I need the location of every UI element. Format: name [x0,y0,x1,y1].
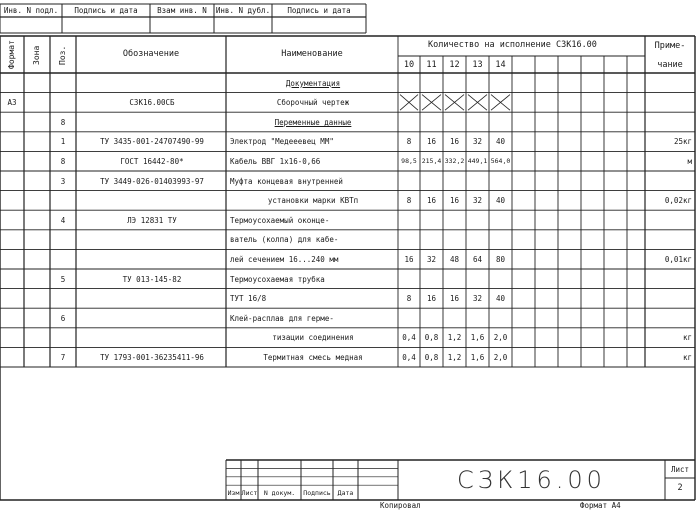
row-poz: 7 [60,352,66,362]
stamp-vzam-inv: Взам инв. N [157,6,207,15]
row-naimenovanie: лей сечением 16...240 мм [230,254,339,264]
row-naimenovanie: Муфта концевая внутренней [230,176,343,186]
row-qty-11: 16 [426,137,437,147]
titleblock-data: Дата [337,489,354,497]
row-qty-12: 16 [449,196,460,206]
row-oboznachenie: СЗК16.00СБ [129,98,175,108]
row-primechanie: кг [682,333,692,343]
row-naimenovanie: Документация [285,78,341,88]
row-naimenovanie: ватель (колпа) для кабе- [230,235,339,245]
row-oboznachenie: ГОСТ 16442-80* [120,156,184,166]
row-qty-14: 40 [495,196,506,206]
row-qty-14: 80 [495,254,506,264]
row-qty-13: 64 [472,254,483,264]
row-naimenovanie: Клей-расплав для герме- [230,313,334,323]
row-naimenovanie: Переменные данные [274,117,352,127]
stamp-inv-dubl: Инв. N дубл. [215,6,271,15]
row-qty-14: 40 [495,294,506,304]
row-qty-11: 16 [426,196,437,206]
stamp-podpis-data: Подпись и дата [74,6,138,15]
row-poz: 8 [60,117,66,127]
row-qty-13: 449,1 [467,156,488,165]
header-zona: Зона [32,45,41,65]
header-naimenovanie: Наименование [281,49,343,59]
row-qty-13: 1,6 [470,352,485,362]
row-oboznachenie: ТУ 1793-001-36235411-96 [100,352,204,362]
row-qty-14: 40 [495,137,506,147]
titleblock-izm: Изм [227,489,240,497]
titleblock-podpis: Подпись [303,489,331,497]
titleblock-n-dokum: N докум. [263,489,296,497]
header-poz: Поз. [58,45,67,65]
row-qty-11: 32 [426,254,437,264]
row-primechanie: 0,01кг [664,254,692,264]
row-qty-14: 2,0 [493,352,508,362]
row-qty-11: 16 [426,294,437,304]
row-oboznachenie: ТУ 013-145-82 [122,274,182,284]
row-naimenovanie: Электрод "Медееевец ММ" [230,137,334,147]
header-prime-1: Приме- [654,41,686,51]
row-poz: 5 [60,274,66,284]
row-qty-10: 0,4 [402,352,416,362]
row-naimenovanie: Кабель ВВГ 1х16-0,66 [230,156,321,166]
row-format: А3 [7,98,17,108]
stamp-podpis-data2: Подпись и дата [287,6,351,15]
row-primechanie: м [687,156,692,166]
row-naimenovanie: Термоусохаемая трубка [230,274,325,284]
row-qty-12: 48 [449,254,460,264]
header-col-14: 14 [495,60,506,70]
footer-format: Формат А4 [580,501,621,510]
row-qty-10: 8 [406,137,412,147]
header-col-12: 12 [449,60,460,70]
row-qty-12: 332,2 [444,156,465,165]
row-poz: 1 [60,137,66,147]
row-qty-11: 0,8 [424,352,439,362]
sheet-label: Лист [670,465,690,474]
row-naimenovanie: установки марки КВТп [267,196,359,206]
row-oboznachenie: ЛЭ 12831 ТУ [127,215,177,225]
row-qty-12: 1,2 [447,333,462,343]
row-qty-11: 0,8 [424,333,439,343]
row-naimenovanie: Сборочный чертеж [276,98,350,108]
row-poz: 3 [60,176,66,186]
row-qty-13: 32 [472,294,483,304]
row-poz: 8 [60,156,66,166]
header-col-11: 11 [426,60,437,70]
header-format: Формат [7,40,16,70]
row-qty-13: 1,6 [470,333,485,343]
row-qty-10: 98,5 [401,156,417,165]
sheet-number: 2 [677,483,683,493]
header-kolichestvo: Количество на исполнение СЗК16.00 [428,40,597,50]
row-naimenovanie: Термоусохаемый оконце- [230,215,330,225]
row-qty-12: 16 [449,137,460,147]
row-oboznachenie: ТУ 3449-026-01403993-97 [100,176,204,186]
row-qty-14: 2,0 [493,333,508,343]
titleblock-list: Лист [241,489,258,497]
stamp-inv-podl: Инв. N подл. [3,6,59,15]
row-qty-13: 32 [472,196,483,206]
header-col-10: 10 [403,60,415,70]
row-qty-10: 8 [406,196,412,206]
row-qty-10: 8 [406,294,412,304]
document-designation: СЗК16.00 [457,466,606,494]
header-oboznachenie: Обозначение [122,49,180,59]
footer-kopiroval: Копировал [380,501,421,510]
row-qty-12: 1,2 [447,352,462,362]
row-naimenovanie: ТУТ 16/8 [230,294,267,304]
header-col-13: 13 [472,60,483,70]
row-naimenovanie: тизации соединения [272,333,354,343]
header-prime-2: чание [657,60,683,70]
row-poz: 6 [60,313,66,323]
row-qty-10: 16 [404,254,414,264]
row-qty-13: 32 [472,137,483,147]
row-primechanie: 0,02кг [664,196,692,206]
row-qty-10: 0,4 [402,333,416,343]
row-primechanie: кг [682,352,692,362]
row-poz: 4 [60,215,66,225]
row-qty-12: 16 [449,294,460,304]
row-primechanie: 25кг [673,137,692,147]
row-qty-11: 215,4 [421,156,442,165]
row-naimenovanie: Термитная смесь медная [263,352,363,362]
row-qty-14: 564,0 [490,156,511,165]
row-oboznachenie: ТУ 3435-001-24707490-99 [100,137,204,147]
